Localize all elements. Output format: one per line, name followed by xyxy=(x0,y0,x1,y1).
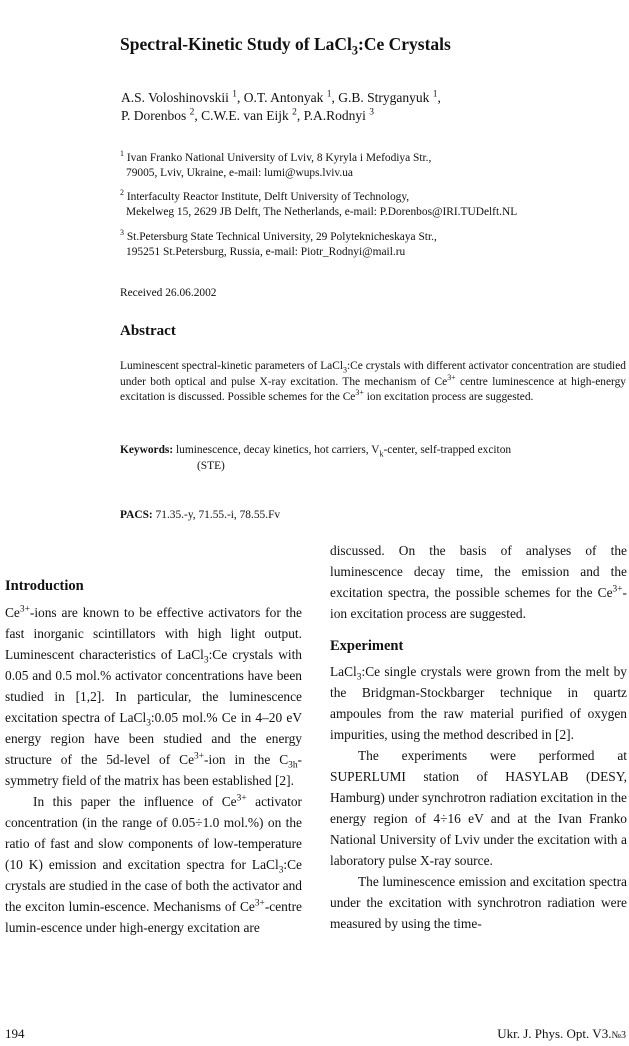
keywords: Keywords: luminescence, decay kinetics, hot carriers, $V_k$-center, self-trapped exciton (STE) xyxy=(120,444,512,472)
right-column xyxy=(330,540,627,934)
affiliation-1: $^1$ Ivan Franko National University of Lviv, 8 Kyryla i Mefodiya Str., 79005, Lviv, Ukraine, e-mail: lumi@wups.lviv.ua xyxy=(120,149,432,179)
introduction-paragraph-2: In this paper the influence of $Ce^{3+}$ activator concentration (in the range of 0.05÷1.0 mol.%) on the ratio of fast and slow components of low-temperature (10 K) emission and excitation spectra for LaCl$_3$:Ce crystals are studied in the case of both the activator and the exciton lumin-escence. Mechanisms of $Ce^{3+}$-centre lumin-escence under high-energy excitation are xyxy=(5,793,302,935)
page-number: 194 xyxy=(5,1026,25,1041)
pacs-codes: PACS: 71.35.-y, 71.55.-i, 78.55.Fv xyxy=(120,509,281,521)
affiliation-2: $^2$ Interfaculty Reactor Institute, Delft University of Technology, Mekelweg 15, 2629 JB Delft, The Netherlands, e-mail: P.Dorenbos@IRI.TUDelft.NL xyxy=(120,188,518,218)
journal-reference: Ukr. J. Phys. Opt. V3.№3 xyxy=(497,1026,626,1041)
abstract-text: Luminescent spectral-kinetic parameters of LaCl$_3$:Ce crystals with different activator concentration are studied under both optical and pulse X-ray excitation. The mechanism of $Ce^{3+}$ centre luminescence at high-energy excitation is discussed. Possible schemes for the $Ce^{3+}$ ion excitation process are suggested. xyxy=(120,360,626,404)
experiment-heading: Experiment xyxy=(330,638,404,654)
introduction-continuation: discussed. On the basis of analyses of the luminescence decay time, the emission and the excitation spectra, the possible schemes for the $Ce^{3+}$-ion excitation process are suggested. xyxy=(330,543,627,621)
author-list xyxy=(121,89,441,125)
author-line-2: P. Dorenbos $^2$, C.W.E. van Eijk $^2$, P.A.Rodnyi $^3$ xyxy=(121,107,374,123)
author-line-1: A.S. Voloshinovskii $^1$, O.T. Antonyak $^1$, G.B. Stryganyuk $^1$, xyxy=(121,89,441,105)
experiment-paragraph-1: LaCl$_3$:Ce single crystals were grown from the melt by the Bridgman-Stockbarger technique in quartz ampoules from the raw material purified of oxygen impurities, using the method described in [2]. xyxy=(330,664,627,742)
left-column xyxy=(5,576,302,938)
received-date: Received 26.06.2002 xyxy=(120,287,217,299)
abstract-heading: Abstract xyxy=(120,323,176,339)
experiment-paragraph-3: The luminescence emission and excitation spectra under the excitation with synchrotron radiation were measured by using the time- xyxy=(330,874,627,931)
introduction-heading: Introduction xyxy=(5,578,84,594)
introduction-paragraph-1: $Ce^{3+}$-ions are known to be effective activators for the fast inorganic scintillators with high light output. Luminescent characteristics of LaCl$_3$:Ce crystals with 0.05 and 0.5 mol.% activator concentrations have been studied in [1,2]. In particular, the luminescence excitation spectra of LaCl$_3$:0.05 mol.% Ce in 4–20 eV energy region have been studied and the energy structure of the 5d-level of $Ce^{3+}$-ion in the $C_{3h}$-symmetry field of the matrix has been established [2]. xyxy=(5,604,302,788)
affiliation-3: $^3$ St.Petersburg State Technical University, 29 Polyteknicheskaya Str., 195251 St.Petersburg, Russia, e-mail: Piotr_Rodnyi@mail.ru xyxy=(120,228,437,258)
experiment-paragraph-2: The experiments were performed at SUPERLUMI station of HASYLAB (DESY, Hamburg) under synchrotron radiation excitation in the energy region of 4÷16 eV and at the Ivan Franko National University of Lviv under the excitation with a laboratory pulse X-ray source. xyxy=(330,748,627,868)
pacs-label: PACS: xyxy=(120,509,153,521)
keywords-label: Keywords: xyxy=(120,444,174,456)
paper-title: Spectral-Kinetic Study of LaCl$_3$:Ce Crystals xyxy=(120,34,451,58)
